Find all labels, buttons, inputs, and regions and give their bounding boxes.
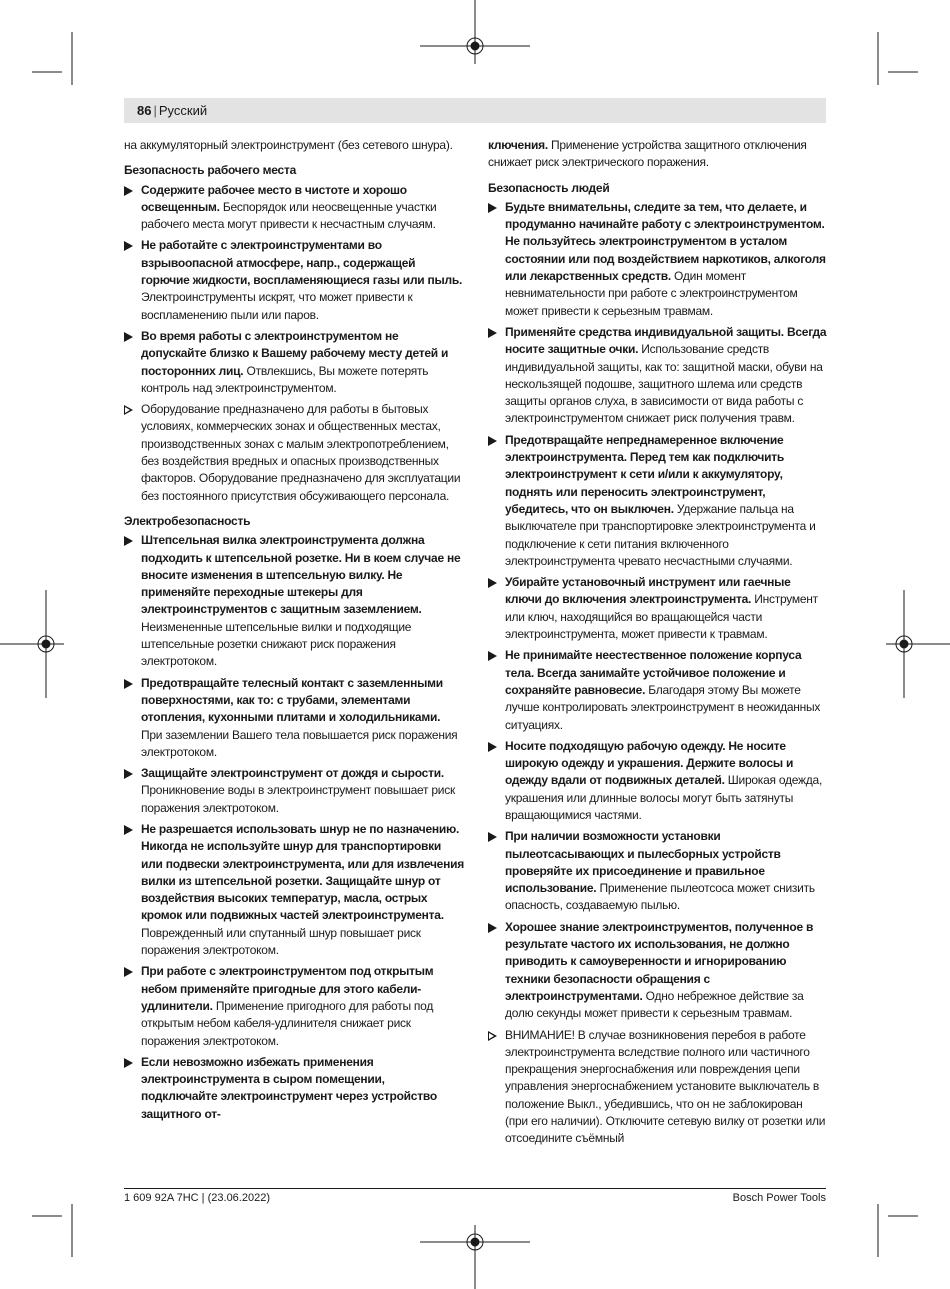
footer-rule: [124, 1188, 826, 1189]
bullet-arrow-icon: [488, 328, 497, 338]
section-title-workplace: Безопасность рабочего места: [124, 163, 297, 178]
bullet-arrow-icon: [488, 436, 497, 446]
bullet-arrow-icon: [124, 536, 133, 546]
list-item: Не разрешается использовать шнур не по назначению. Никогда не используйте шнур для транспортировки или подвески электроинструмента, или для извлечения вилки из штепсельной розетки. Защищайте шнур от воздействия высоких температур, масла, острых кромок или подвижных частей электроинструмента. Поврежденный или спутанный шнур повышает риск поражения электротоком.: [124, 821, 464, 959]
list-item: Если невозможно избежать применения электроинструмента в сыром помещении, подключайте электроинструмент через устройство защитного от-: [124, 1054, 464, 1123]
list-item: Применяйте средства индивидуальной защиты. Всегда носите защитные очки. Использование средств индивидуальной защиты, как то: защитной маски, обуви на нескользящей подошве, защитного шлема или средств защиты органов слуха, в зависимости от вида работы с электроинструментом снижает риск получения травм.: [488, 324, 828, 428]
bullet-arrow-icon: [488, 923, 497, 933]
page-header: [137, 101, 207, 120]
list-item: При наличии возможности установки пылеотсасывающих и пылесборных устройств проверяйте их присоединение и правильное использование. Применение пылеотсоса может снизить опасность, создаваемую пылью.: [488, 828, 828, 914]
bullet-arrow-icon: [124, 679, 133, 689]
list-item: Предотвращайте телесный контакт с заземленными поверхностями, как то: с трубами, элементами отопления, кухонными плитами и холодильниками. При заземлении Вашего тела повышается риск поражения электротоком.: [124, 675, 464, 761]
list-item: Содержите рабочее место в чистоте и хорошо освещенным. Беспорядок или неосвещенные участки рабочего места могут привести к несчастным случаям.: [124, 182, 464, 234]
bullet-arrow-icon: [488, 651, 497, 661]
bullet-arrow-icon: [124, 825, 133, 835]
bullet-arrow-outline-icon: [124, 405, 133, 415]
list-item: Во время работы с электроинструментом не допускайте близко к Вашему рабочему месту детей и посторонних лиц. Отвлекшись, Вы можете потерять контроль над электроинструментом.: [124, 328, 464, 397]
footer-doc-id: 1 609 92A 7HC | (23.06.2022): [124, 1192, 270, 1204]
bullet-arrow-icon: [124, 186, 133, 196]
header-separator: |: [153, 103, 157, 118]
list-item: Оборудование предназначено для работы в бытовых условиях, коммерческих зонах и общественных местах, производственных зонах с малым электропотреблением, без воздействия вредных и опасных производственных факторов. Оборудование предназначено для эксплуатации без постоянного присутствия обсуживающего персонала.: [124, 401, 464, 505]
list-item: Носите подходящую рабочую одежду. Не носите широкую одежду и украшения. Держите волосы и одежду вдали от подвижных деталей. Широкая одежда, украшения или длинные волосы могут быть затянуты вращающимися частями.: [488, 738, 828, 824]
bullet-arrow-icon: [488, 578, 497, 588]
section-title-personal: Безопасность людей: [488, 180, 610, 195]
list-item: Не принимайте неестественное положение корпуса тела. Всегда занимайте устойчивое положение и сохраняйте равновесие. Благодаря этому Вы можете лучше контролировать электроинструмент в неожиданных ситуациях.: [488, 647, 828, 733]
list-item: Будьте внимательны, следите за тем, что делаете, и продуманно начинайте работу с электроинструментом. Не пользуйтесь электроинструментом в усталом состоянии или под воздействием наркотиков, алкоголя или лекарственных средств. Один момент невнимательности при работе с электроинструментом может привести к серьезным травмам.: [488, 199, 828, 320]
right-continuation-text: ключения. Применение устройства защитного отключения снижает риск электрического поражения.: [488, 138, 807, 170]
list-item: ВНИМАНИЕ! В случае возникновения перебоя в работе электроинструмента вследствие полного или частичного прекращения энергоснабжения или повреждения цепи управления энергоснабжением установите выключатель в положение Выкл., убедившись, что он не заблокирован (при его наличии). Отключите сетевую вилку от розетки или отсоедините съёмный: [488, 1027, 828, 1148]
left-intro-text: на аккумуляторный электроинструмент (без сетевого шнура).: [124, 138, 453, 152]
right-column: [488, 137, 828, 1152]
page-number: 86: [137, 103, 152, 118]
bullet-arrow-icon: [488, 203, 497, 213]
bullet-arrow-icon: [488, 742, 497, 752]
bullet-arrow-icon: [124, 241, 133, 251]
list-item: Предотвращайте непреднамеренное включение электроинструмента. Перед тем как подключить электроинструмент к сети и/или к аккумулятору, поднять или переносить электроинструмент, убедитесь, что он выключен. Удержание пальца на выключателе при транспортировке электроинструмента и подключение к сети питания включенного электроинструмента чревато несчастными случаями.: [488, 432, 828, 570]
list-item: При работе с электроинструментом под открытым небом применяйте пригодные для этого кабели-удлинители. Применение пригодного для работы под открытым небом кабеля-удлинителя снижает риск поражения электротоком.: [124, 963, 464, 1049]
bullet-arrow-icon: [488, 832, 497, 842]
list-item: Защищайте электроинструмент от дождя и сырости. Проникновение воды в электроинструмент повышает риск поражения электротоком.: [124, 765, 464, 817]
section-title-electrical: Электробезопасность: [124, 513, 251, 528]
footer-brand: Bosch Power Tools: [732, 1192, 826, 1204]
bullet-arrow-icon: [124, 769, 133, 779]
list-item: Не работайте с электроинструментами во взрывоопасной атмосфере, напр., содержащей горючие жидкости, воспламеняющиеся газы или пыль. Электроинструменты искрят, что может привести к воспламенению пыли или паров.: [124, 237, 464, 323]
bullet-arrow-outline-icon: [488, 1031, 497, 1041]
left-column: [124, 137, 464, 1127]
bullet-arrow-icon: [124, 967, 133, 977]
header-language: Русский: [158, 103, 208, 118]
bullet-arrow-icon: [124, 332, 133, 342]
bullet-arrow-icon: [124, 1058, 133, 1068]
page-header-bar: [124, 98, 826, 123]
list-item: Штепсельная вилка электроинструмента должна подходить к штепсельной розетке. Ни в коем случае не вносите изменения в штепсельную вилку. Не применяйте переходные штекеры для электроинструментов с защитным заземлением. Неизмененные штепсельные вилки и подходящие штепсельные розетки снижают риск поражения электротоком.: [124, 532, 464, 670]
list-item: Убирайте установочный инструмент или гаечные ключи до включения электроинструмента. Инструмент или ключ, находящийся во вращающейся части электроинструмента, может привести к травмам.: [488, 574, 828, 643]
list-item: Хорошее знание электроинструментов, полученное в результате частого их использования, не должно приводить к самоуверенности и игнорированию техники безопасности обращения с электроинструментами. Одно небрежное действие за долю секунды может привести к серьезным травмам.: [488, 919, 828, 1023]
